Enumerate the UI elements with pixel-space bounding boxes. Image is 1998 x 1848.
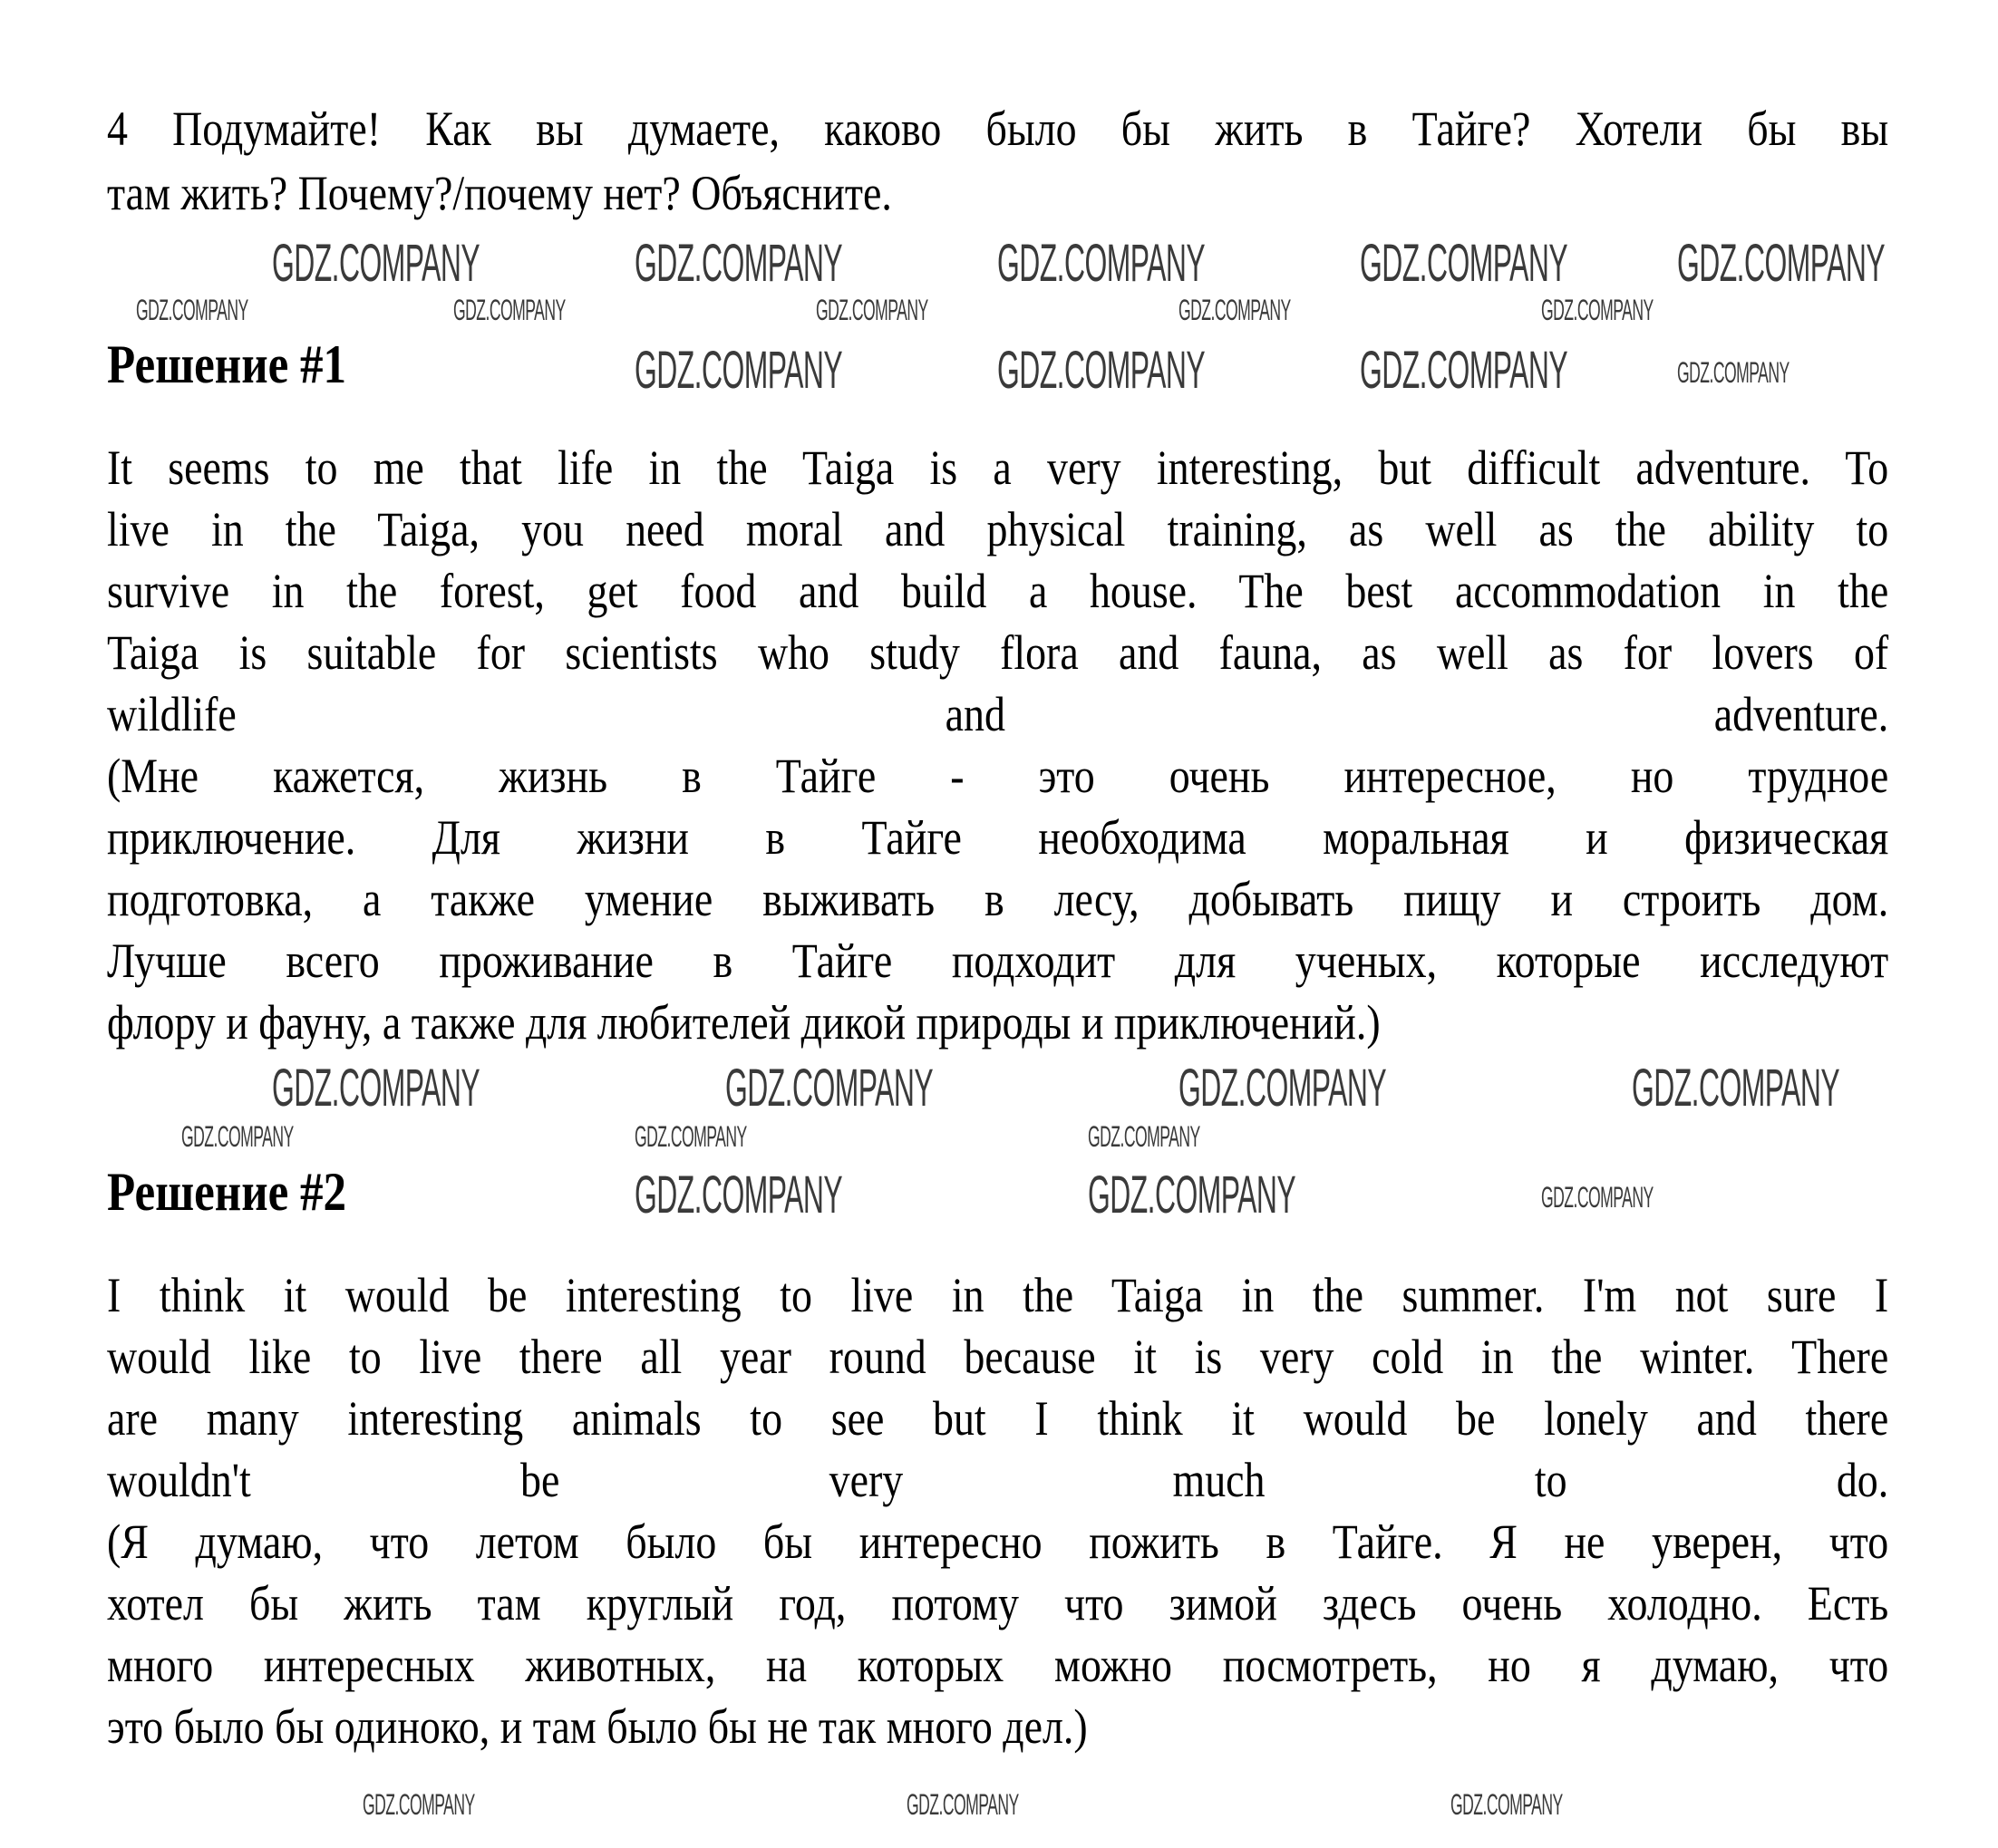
watermark: GDZ.COMPANY xyxy=(1360,341,1568,400)
watermark: GDZ.COMPANY xyxy=(1677,356,1789,389)
paragraph-line: Taiga is suitable for scientists who study flora and fauna, as well as for lovers of xyxy=(107,625,1889,680)
watermark: GDZ.COMPANY xyxy=(1632,1059,1840,1118)
watermark: GDZ.COMPANY xyxy=(136,294,248,326)
watermark: GDZ.COMPANY xyxy=(907,1788,1019,1821)
paragraph-line: are many interesting animals to see but I think it would be lonely and there xyxy=(107,1391,1889,1446)
paragraph-line: это было бы одиноко, и там было бы не так много дел.) xyxy=(107,1699,1088,1754)
watermark: GDZ.COMPANY xyxy=(272,234,480,293)
watermark: GDZ.COMPANY xyxy=(635,1120,747,1153)
paragraph-line: хотел бы жить там круглый год, потому что зимой здесь очень холодно. Есть xyxy=(107,1576,1889,1630)
paragraph-line: survive in the forest, get food and build a house. The best accommodation in the xyxy=(107,564,1889,618)
solution-heading: Решение #2 xyxy=(107,1162,346,1222)
watermark: GDZ.COMPANY xyxy=(816,294,928,326)
watermark: GDZ.COMPANY xyxy=(725,1059,934,1118)
paragraph-line: live in the Taiga, you need moral and physical training, as well as the ability to xyxy=(107,502,1889,556)
watermark: GDZ.COMPANY xyxy=(1541,1181,1654,1214)
paragraph-line: wildlife and adventure. xyxy=(107,687,1889,741)
paragraph-line: It seems to me that life in the Taiga is a very interesting, but difficult adventure. To xyxy=(107,440,1889,495)
watermark: GDZ.COMPANY xyxy=(1677,234,1886,293)
watermark: GDZ.COMPANY xyxy=(997,234,1206,293)
task-line: там жить? Почему?/почему нет? Объясните. xyxy=(107,166,892,220)
paragraph-line: I think it would be interesting to live in the Taiga in the summer. I'm not sure I xyxy=(107,1268,1889,1322)
watermark: GDZ.COMPANY xyxy=(453,294,566,326)
task-line: 4 Подумайте! Как вы думаете, каково было бы жить в Тайге? Хотели бы вы xyxy=(107,102,1889,156)
watermark: GDZ.COMPANY xyxy=(635,234,843,293)
watermark: GDZ.COMPANY xyxy=(997,341,1206,400)
watermark: GDZ.COMPANY xyxy=(1450,1788,1563,1821)
solution-heading: Решение #1 xyxy=(107,334,346,394)
solution-1 xyxy=(107,334,1888,1053)
paragraph-line: (Мне кажется, жизнь в Тайге - это очень интересное, но трудное xyxy=(107,749,1889,803)
paragraph-line: wouldn't be very much to do. xyxy=(107,1453,1889,1507)
paragraph-line: флору и фауну, а также для любителей дикой природы и приключений.) xyxy=(107,995,1381,1050)
paragraph-line: приключение. Для жизни в Тайге необходима моральная и физическая xyxy=(107,810,1889,865)
paragraph-line: много интересных животных, на которых можно посмотреть, но я думаю, что xyxy=(107,1638,1889,1692)
watermark: GDZ.COMPANY xyxy=(1541,294,1654,326)
paragraph-line: подготовка, а также умение выживать в лесу, добывать пищу и строить дом. xyxy=(107,872,1889,926)
watermark: GDZ.COMPANY xyxy=(181,1120,294,1153)
watermark: GDZ.COMPANY xyxy=(635,1166,843,1224)
watermark: GDZ.COMPANY xyxy=(1088,1120,1200,1153)
paragraph-line: would like to live there all year round because it is very cold in the winter. There xyxy=(107,1330,1889,1384)
watermark: GDZ.COMPANY xyxy=(363,1788,475,1821)
watermark: GDZ.COMPANY xyxy=(1360,234,1568,293)
paragraph-line: (Я думаю, что летом было бы интересно пожить в Тайге. Я не уверен, что xyxy=(107,1514,1889,1569)
watermark: GDZ.COMPANY xyxy=(635,341,843,400)
paragraph-line: Лучше всего проживание в Тайге подходит для ученых, которые исследуют xyxy=(107,934,1889,988)
watermark: GDZ.COMPANY xyxy=(272,1059,480,1118)
watermark: GDZ.COMPANY xyxy=(1178,294,1291,326)
watermark: GDZ.COMPANY xyxy=(1088,1166,1296,1224)
solution-2 xyxy=(107,1161,1888,1757)
watermark: GDZ.COMPANY xyxy=(1178,1059,1387,1118)
task-prompt xyxy=(107,98,1888,224)
